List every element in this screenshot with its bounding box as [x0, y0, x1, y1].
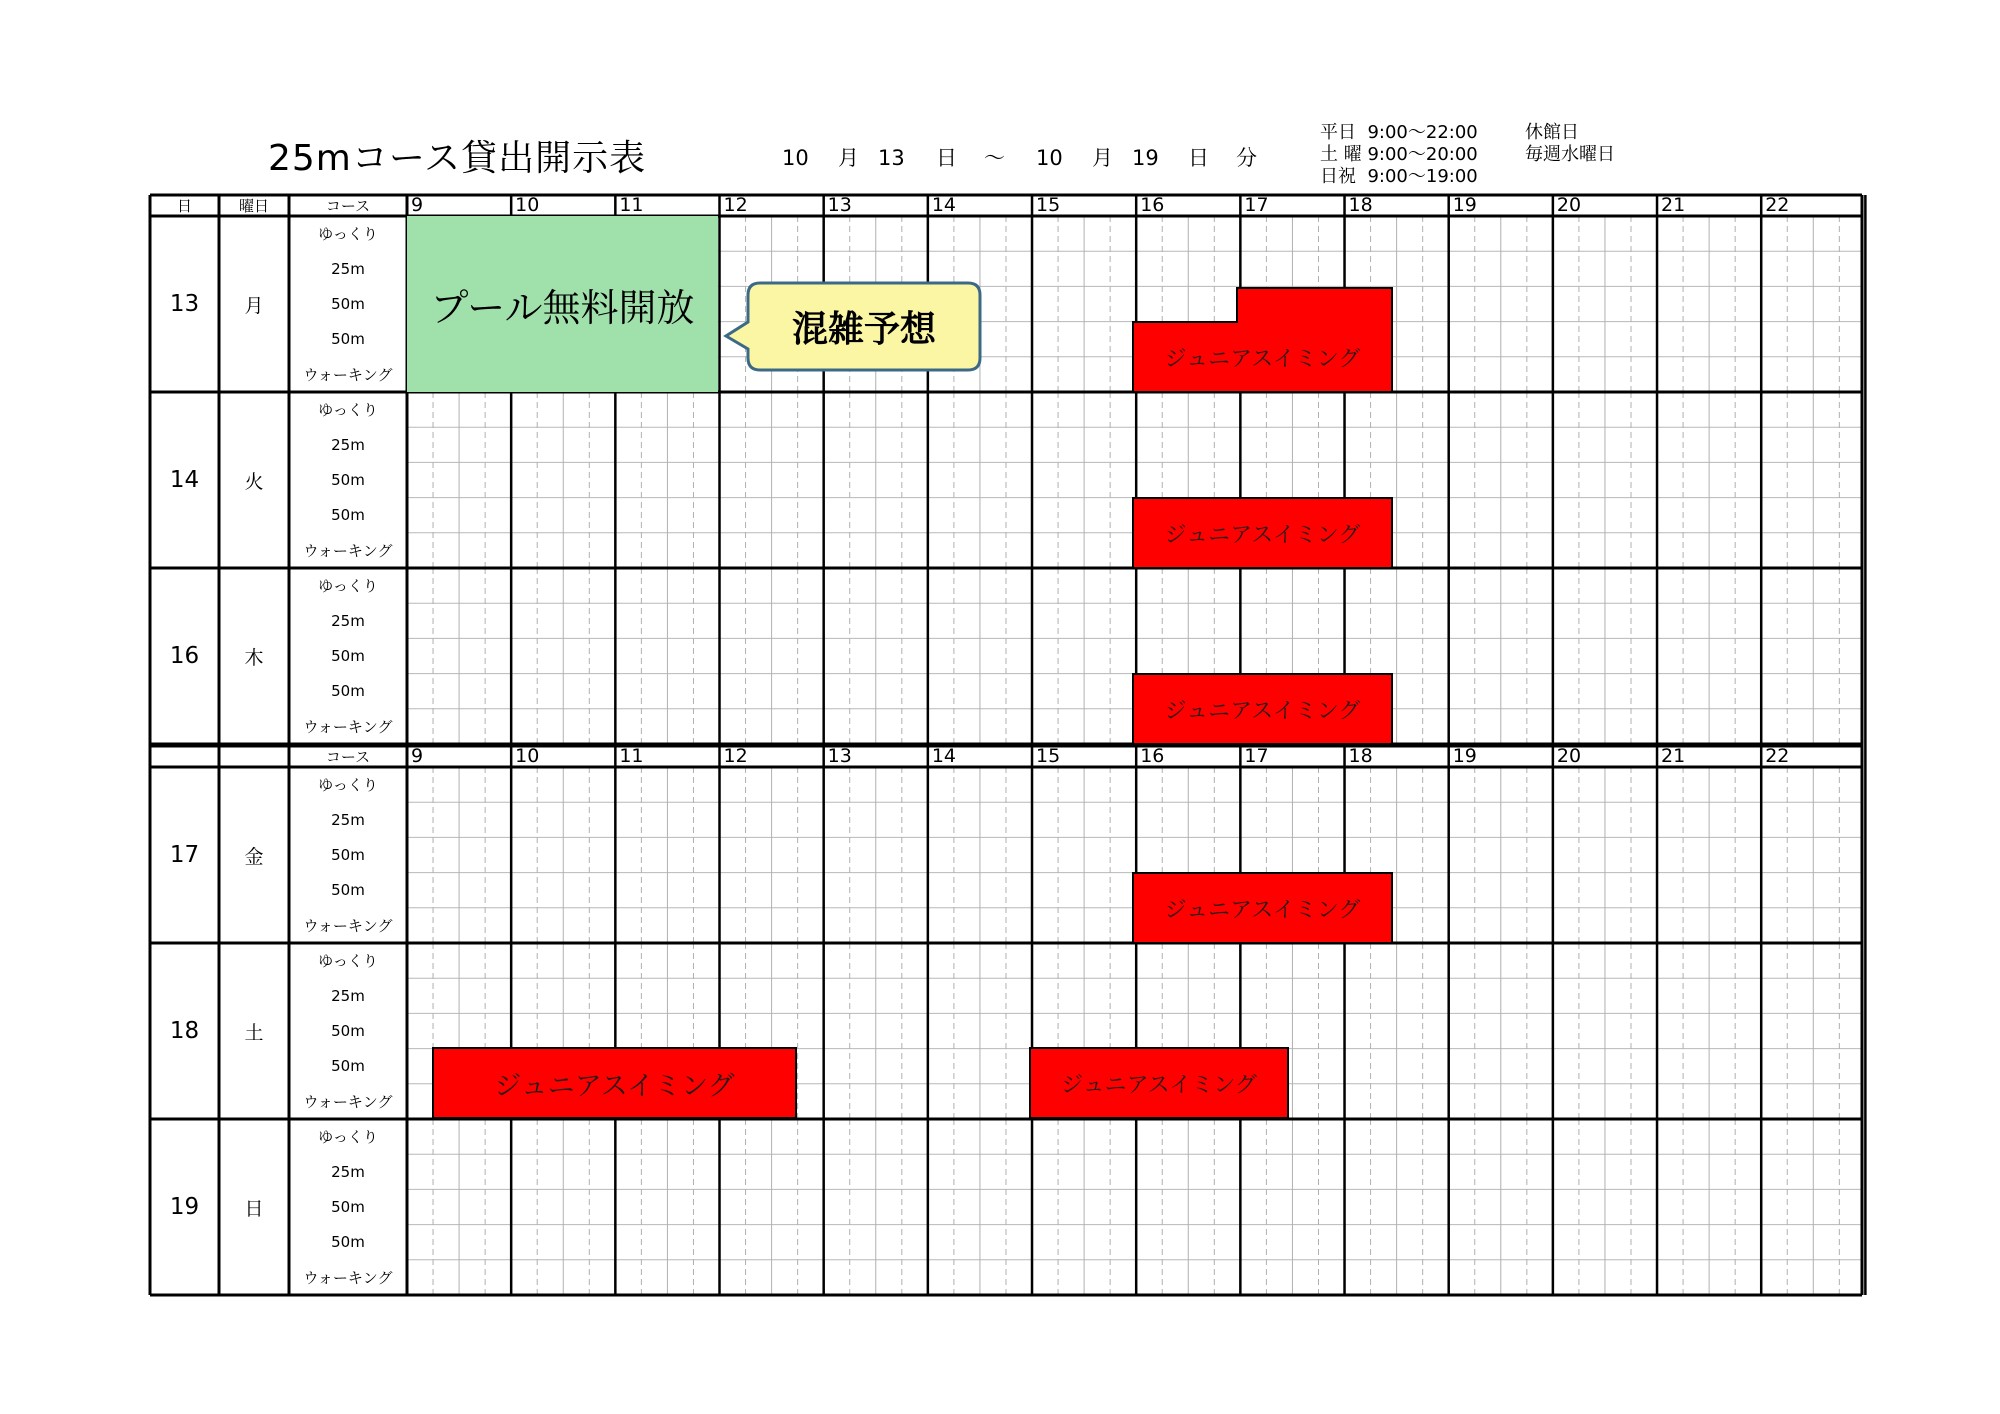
- weekday-label: 土: [244, 1021, 264, 1044]
- hour-label-22: 22: [1765, 193, 1790, 216]
- hour-label-9: 9: [411, 193, 424, 216]
- lane-label: 25m: [331, 1162, 365, 1181]
- day-number: 16: [169, 643, 200, 669]
- closed-days-value: 毎週水曜日: [1525, 144, 1615, 165]
- lane-label: 50m: [331, 845, 365, 864]
- hour-label-10: 10: [515, 744, 540, 767]
- lane-label: 50m: [331, 646, 365, 665]
- hour-label-17: 17: [1244, 193, 1269, 216]
- hour-label-14: 14: [931, 193, 957, 216]
- hour-label-15: 15: [1036, 193, 1061, 216]
- lane-label: ウォーキング: [303, 916, 393, 935]
- day-number: 17: [169, 842, 200, 868]
- hour-label-10: 10: [515, 193, 540, 216]
- lane-label: ウォーキング: [303, 1268, 393, 1287]
- lane-label: 50m: [331, 881, 365, 900]
- lane-label: 50m: [331, 1021, 365, 1040]
- lane-label: 50m: [331, 1233, 365, 1252]
- lane-label: ウォーキング: [303, 1092, 393, 1111]
- header-weekday: 曜日: [238, 197, 269, 215]
- weekday-label: 金: [244, 845, 264, 868]
- hour-label-18: 18: [1348, 193, 1373, 216]
- header-course: コース: [325, 748, 371, 766]
- lane-label: ゆっくり: [318, 952, 378, 971]
- period-month-unit: 月: [838, 146, 859, 170]
- lane-label: ゆっくり: [318, 225, 378, 244]
- hour-label-15: 15: [1036, 744, 1061, 767]
- lane-label: 50m: [331, 1057, 365, 1076]
- period-end-day: 19: [1132, 146, 1159, 170]
- hour-label-17: 17: [1244, 744, 1269, 767]
- junior-label-13: ジュニアスイミング: [1164, 346, 1361, 372]
- crowd-forecast-callout: 混雑予想: [791, 309, 936, 350]
- page-title: 25mコース貸出開示表: [268, 138, 647, 179]
- hour-label-16: 16: [1140, 193, 1165, 216]
- hour-label-21: 21: [1661, 193, 1686, 216]
- lane-label: 25m: [331, 810, 365, 829]
- period-start-month: 10: [782, 146, 809, 170]
- lane-label: ゆっくり: [318, 1128, 378, 1147]
- period-start-day: 13: [878, 146, 905, 170]
- lane-label: 25m: [331, 259, 365, 278]
- hour-label-19: 19: [1452, 193, 1477, 216]
- junior-label-14: ジュニアスイミング: [1164, 522, 1361, 548]
- lane-label: 50m: [331, 682, 365, 701]
- period-day-unit: 日: [936, 146, 957, 170]
- lane-label: 50m: [331, 330, 365, 349]
- period-month-unit-2: 月: [1092, 146, 1113, 170]
- junior-label-18-morning: ジュニアスイミング: [494, 1070, 735, 1102]
- hour-label-12: 12: [723, 193, 748, 216]
- hour-label-11: 11: [619, 193, 644, 216]
- hour-label-19: 19: [1452, 744, 1477, 767]
- period-tilde: ～: [984, 146, 1005, 170]
- lane-label: 50m: [331, 470, 365, 489]
- lane-label: 25m: [331, 435, 365, 454]
- period-day-unit-2: 日: [1188, 146, 1209, 170]
- lane-label: ウォーキング: [303, 541, 393, 560]
- hour-label-9: 9: [411, 744, 424, 767]
- lane-label: 25m: [331, 611, 365, 630]
- hour-label-13: 13: [827, 193, 852, 216]
- lane-label: 25m: [331, 986, 365, 1005]
- lane-label: ゆっくり: [318, 401, 378, 420]
- hour-label-22: 22: [1765, 744, 1790, 767]
- hour-label-18: 18: [1348, 744, 1373, 767]
- hour-label-12: 12: [723, 744, 748, 767]
- period-suffix: 分: [1236, 146, 1257, 170]
- junior-label-16: ジュニアスイミング: [1164, 698, 1361, 724]
- day-number: 19: [169, 1194, 200, 1220]
- lane-label: ウォーキング: [303, 717, 393, 736]
- lane-label: 50m: [331, 294, 365, 313]
- day-number: 18: [169, 1018, 200, 1044]
- junior-label-17: ジュニアスイミング: [1164, 897, 1361, 923]
- weekday-label: 日: [244, 1197, 264, 1220]
- hour-label-20: 20: [1556, 193, 1582, 216]
- lane-label: ウォーキング: [303, 365, 393, 384]
- lane-label: ゆっくり: [318, 577, 378, 596]
- weekday-label: 木: [244, 646, 264, 669]
- hours-saturday: 土 曜 9:00～20:00: [1320, 144, 1478, 165]
- day-number: 13: [169, 291, 200, 317]
- header-day: 日: [176, 197, 192, 215]
- hour-label-20: 20: [1556, 744, 1582, 767]
- hour-label-21: 21: [1661, 744, 1686, 767]
- lane-label: 50m: [331, 506, 365, 525]
- hour-label-11: 11: [619, 744, 644, 767]
- junior-label-18-afternoon: ジュニアスイミング: [1061, 1072, 1257, 1098]
- header-course: コース: [325, 197, 371, 215]
- period-end-month: 10: [1036, 146, 1063, 170]
- weekday-label: 火: [244, 470, 264, 493]
- lane-label: ゆっくり: [318, 776, 378, 795]
- free-open-block: プール無料開放: [407, 216, 718, 392]
- hour-label-14: 14: [931, 744, 957, 767]
- hours-holiday: 日祝 9:00～19:00: [1320, 166, 1478, 187]
- closed-days-label: 休館日: [1525, 122, 1579, 143]
- hour-label-16: 16: [1140, 744, 1165, 767]
- hour-label-13: 13: [827, 744, 852, 767]
- hours-weekday: 平日 9:00～22:00: [1320, 122, 1478, 143]
- lane-label: 50m: [331, 1197, 365, 1216]
- day-number: 14: [169, 467, 200, 493]
- weekday-label: 月: [244, 294, 264, 317]
